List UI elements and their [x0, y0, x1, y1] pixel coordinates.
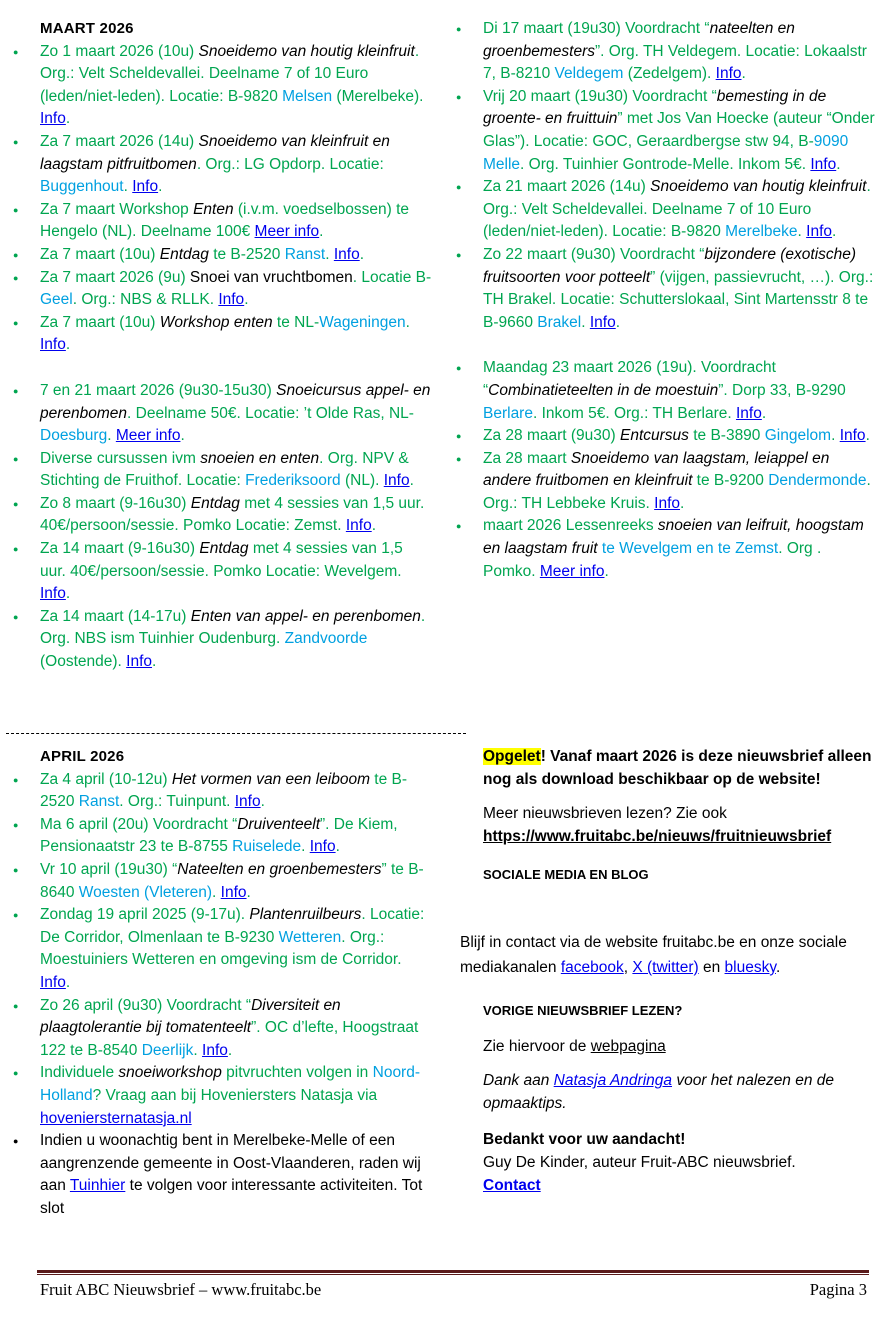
event-text: . [581, 313, 590, 331]
event-text: . [335, 838, 340, 856]
event-item [40, 904, 432, 994]
event-text: ”. OC d’lefte, Hoogstraat 122 te B-8540 [40, 1019, 419, 1059]
event-text: . Org.: Moestuiniers Wetteren en omgeving ism de Corridor. [40, 928, 402, 969]
event-info-link[interactable]: Info [715, 65, 742, 83]
event-place: Woesten (Vleteren) [78, 883, 213, 901]
signoff-title: Bedankt voor uw aandacht! [483, 1131, 686, 1149]
event-text: . [65, 110, 71, 128]
event-text: . [865, 427, 870, 445]
event-text: (i.v.m. voedselbossen) te Hengelo (NL). Deelname 100€ [40, 200, 410, 241]
event-item [40, 380, 432, 448]
previous-heading: VORIGE NIEUWSBRIEF LEZEN? [483, 1003, 683, 1018]
event-info-link[interactable]: Meer info [539, 562, 605, 580]
event-item [40, 199, 432, 244]
event-text: 7 en 21 maart 2026 (9u30-15u30) [40, 381, 277, 399]
event-text: Za 14 maart (14-17u) [40, 607, 191, 625]
event-text: te B-2520 [208, 245, 285, 263]
event-text: ? Vraag aan bij Hoveniersters Natasja via [92, 1086, 378, 1104]
right-column [483, 18, 875, 583]
info-column [483, 746, 875, 887]
event-text: Individuele [40, 1064, 119, 1082]
event-text: Diverse cursussen ivm [40, 449, 201, 467]
event-text: Za 4 april (10-12u) [40, 770, 172, 788]
event-text: . [65, 336, 71, 354]
maart-event-list-continued [483, 18, 875, 583]
event-text: te B-3890 [688, 427, 765, 445]
event-text: . [260, 793, 265, 811]
event-place: Buggenhout [40, 178, 124, 196]
event-place: Ranst [284, 245, 326, 263]
newsletter-url-link[interactable]: https://www.fruitabc.be/nieuws/fruitnieuwsbrief [483, 827, 832, 845]
event-info-link[interactable]: Info [806, 223, 832, 241]
event-text: (Merelbeke). [332, 87, 424, 105]
event-text: . [405, 313, 410, 331]
event-text: . Org.: LG Opdorp. Locatie: [196, 155, 384, 173]
event-place: Veldegem [554, 65, 624, 83]
x-twitter-link[interactable]: X (twitter) [632, 959, 699, 976]
event-text: Zo 22 maart (9u30) Voordracht “ [483, 245, 705, 263]
event-text: . [836, 155, 841, 173]
event-text: Ma 6 april (20u) Voordracht “ [40, 815, 238, 833]
event-info-link[interactable]: Info [810, 155, 837, 173]
event-text: . [604, 562, 609, 580]
event-text: Maandag 23 maart 2026 (19u). Voordracht “ [483, 359, 776, 399]
event-item [40, 244, 432, 267]
event-text: Za 14 maart (9-16u30) [40, 540, 200, 558]
footer-title: Fruit ABC Nieuwsbrief – www.fruitabc.be [40, 1280, 322, 1299]
event-text: Za 7 maart (10u) [40, 245, 160, 263]
event-place: 9090 Melle [483, 132, 849, 173]
section-separator [6, 733, 466, 734]
event-place: Merelbeke [725, 223, 798, 241]
event-place: Dendermonde [768, 472, 867, 490]
event-text: Za 7 maart 2026 (14u) [40, 132, 199, 150]
event-title: Het vormen van een leiboom [171, 770, 370, 788]
event-info-link[interactable]: hoveniersternatasja.nl [40, 1109, 192, 1127]
event-info-link[interactable]: Info [309, 838, 336, 856]
page-number: Pagina 3 [809, 1280, 867, 1299]
event-text: . Org.: Velt Scheldevallei. Deelname 7 of 10 Euro (leden/niet-leden). Locatie: B-9820 [483, 178, 871, 241]
event-title: Plantenruilbeurs [249, 906, 362, 924]
list-item: ● Indien u woonachtig bent in Merelbeke-Melle of een aangrenzende gemeente in Oost-Vlaanderen, raden wij aan Tuinhier te volgen voor interessante activiteiten. Tot slot [40, 1130, 432, 1220]
event-item [483, 18, 875, 86]
event-info-link[interactable]: Info [202, 1041, 228, 1059]
notice-highlight: Opgelet [483, 748, 541, 765]
event-title: Entdag [159, 245, 209, 263]
event-item [483, 515, 875, 583]
event-text: Zo 26 april (9u30) Voordracht “ [40, 996, 252, 1014]
event-text: Vrij 20 maart (19u30) Voordracht “ [483, 87, 717, 105]
event-text: Zo 8 maart (9-16u30) [40, 494, 191, 512]
event-item [483, 244, 875, 334]
event-text: . Org.: Tuinpunt. [119, 793, 235, 811]
event-info-link[interactable]: Info [218, 291, 245, 309]
event-text: . [741, 65, 746, 83]
event-title: bemesting in de groente- en fruittuin [483, 87, 827, 128]
event-info-link[interactable]: Info [735, 404, 762, 422]
event-item [40, 267, 432, 312]
previous-text: Zie hiervoor de webpagina [483, 1037, 666, 1055]
event-text: met 4 sessies van 1,5 uur. 40€/persoon/sessie. Pomko Locatie: Wevelgem. [40, 540, 403, 580]
social-heading: SOCIALE MEDIA EN BLOG [483, 867, 649, 883]
event-place: Wageningen [319, 313, 406, 331]
notice: Opgelet! Vanaf maart 2026 is deze nieuwsbrief alleen nog als download beschikbaar op de website! [483, 748, 872, 788]
event-item [483, 176, 875, 244]
event-title: Combinatieteelten in de moestuin [488, 381, 719, 399]
event-info-link[interactable]: Info [333, 245, 360, 263]
event-text: . [319, 223, 324, 241]
event-text: . [65, 585, 71, 603]
event-item [40, 538, 432, 606]
event-text: . Locatie B- [352, 268, 432, 286]
footer-rule-thin [37, 1274, 869, 1275]
event-text: ” met Jos Van Hoecke (auteur “Onder Glas”). Locatie: GOC, Geraardbergse stw 94, B- [483, 110, 875, 150]
event-text: . [244, 291, 249, 309]
event-text: met 4 sessies van 1,5 uur. 40€/persoon/sessie. Pomko Locatie: Zemst. [40, 494, 425, 535]
event-text: . [831, 427, 840, 445]
event-text: Di 17 maart (19u30) Voordracht “ [483, 20, 710, 37]
event-item [483, 86, 875, 176]
event-title: nateelten en groenbemesters [483, 20, 795, 60]
april-column [40, 746, 432, 1220]
event-text: . Inkom 5€. Org.: TH Berlare. [532, 404, 736, 422]
event-place: Wetteren [278, 928, 342, 946]
event-place: Noord-Holland [40, 1064, 421, 1104]
event-info-link[interactable]: Info [40, 585, 66, 603]
event-item [40, 493, 432, 538]
event-text: . [325, 245, 334, 263]
event-title: Nateelten en groenbemesters [177, 860, 382, 878]
event-info-link[interactable]: Info [345, 517, 372, 535]
event-place: Ruiselede [232, 838, 302, 856]
event-text: . Org. NPV & Stichting de Fruithof. Locatie: [40, 449, 409, 490]
event-info-link[interactable]: Info [383, 472, 410, 490]
event-text: (NL). [340, 472, 384, 490]
event-text: Zondag 19 april 2025 (9-17u). [40, 906, 250, 924]
event-info-link[interactable]: Info [234, 793, 261, 811]
event-place: Geel [40, 291, 73, 309]
contact-link[interactable]: Contact [483, 1176, 541, 1194]
event-title: snoeien van leifruit, hoogstam en laagstam fruit [483, 517, 864, 558]
event-text: . [359, 245, 365, 263]
event-place: te Wevelgem en te Zemst [601, 540, 779, 558]
event-item [40, 859, 432, 904]
event-place: Brakel [537, 313, 582, 331]
event-title: bijzondere (exotische) fruitsoorten voor potteelt [483, 245, 857, 286]
event-item [40, 448, 432, 493]
facebook-link[interactable]: facebook [560, 959, 624, 976]
event-text: ”. Dorp 33, B-9290 [718, 381, 846, 399]
event-item [40, 131, 432, 199]
event-text: . Org.: TH Lebbeke Kruis. [483, 472, 871, 512]
event-text: Vr 10 april (19u30) “ [40, 860, 178, 878]
event-place: Frederiksoord [245, 472, 341, 490]
thanks-text: Dank aan Natasja Andringa voor het nalezen en de opmaaktips. [483, 1072, 835, 1112]
event-text: . [180, 427, 185, 445]
tuinhier-link[interactable]: Tuinhier [69, 1177, 126, 1195]
more-newsletters: Meer nieuwsbrieven lezen? Zie ook https://www.fruitabc.be/nieuws/fruitnieuwsbrief [483, 805, 832, 845]
event-item [40, 814, 432, 859]
event-info-link[interactable]: Info [126, 653, 153, 671]
event-text: . Org. Tuinhier Gontrode-Melle. Inkom 5€. [520, 155, 811, 173]
event-title: Entcursus [619, 427, 689, 445]
event-title: Diversiteit en plaagtolerantie bij tomatenteelt [40, 996, 341, 1037]
event-item [483, 357, 875, 425]
event-text: . [761, 404, 767, 422]
event-text: ” te B-8640 [40, 860, 424, 901]
event-text: . [123, 178, 133, 196]
event-place: Doesburg [40, 427, 108, 445]
event-text: . Org . Pomko. [483, 540, 822, 580]
event-title: Entdag [190, 494, 240, 512]
event-info-link[interactable]: Info [839, 427, 866, 445]
maart-heading: MAART 2026 [40, 20, 134, 37]
event-place: Gingelom [764, 427, 832, 445]
event-info-link[interactable]: Info [132, 178, 159, 196]
april-event-list [40, 769, 432, 1131]
left-column [40, 18, 432, 674]
event-text: . [246, 883, 251, 901]
april-heading: APRIL 2026 [40, 748, 125, 765]
footer-rule [37, 1270, 869, 1273]
event-text: . Org.: Velt Scheldevallei. Deelname 7 of 10 Euro (leden/niet-leden). Locatie: B-9820 [40, 42, 420, 105]
event-title: Enten [193, 200, 234, 218]
event-text: . [832, 223, 837, 241]
event-title: Snoeidemo van laagstam, leiappel en andere fruitbomen en kleinfruit [483, 449, 830, 490]
event-text: ” (vijgen, passievrucht, …). Org.: TH Brakel. Locatie: Schutterslokaal, Sint Martensstr 8 te B-9660 [483, 268, 874, 331]
event-text: (Oostende). [40, 653, 127, 671]
event-info-link[interactable]: Info [220, 883, 247, 901]
event-text: te B-9200 [692, 472, 769, 490]
event-text: . [158, 178, 163, 196]
event-title: Enten van appel- en perenbomen [190, 607, 421, 625]
event-title: Snoeicursus appel- en perenbomen [40, 381, 431, 422]
event-text: . [227, 1041, 233, 1059]
event-text: maart 2026 Lessenreeks [483, 517, 658, 535]
event-text: . Org. NBS ism Tuinhier Oudenburg. [40, 607, 426, 648]
event-text: . [615, 313, 621, 331]
event-title: Druiventeelt [237, 815, 321, 833]
event-text: . [152, 653, 157, 671]
event-info-link[interactable]: Meer info [115, 427, 181, 445]
event-title: Entdag [199, 540, 249, 558]
event-text: . [193, 1041, 203, 1059]
event-text: pitvruchten volgen in [221, 1064, 373, 1082]
event-item [483, 448, 875, 516]
event-title: snoeien en enten [200, 449, 320, 467]
event-item [40, 1062, 432, 1130]
event-text: . Locatie: De Corridor, Olmenlaan te B-9230 [40, 906, 425, 946]
event-text: . [409, 472, 414, 490]
event-place: Deerlijk [141, 1041, 194, 1059]
event-title: Snoeidemo van kleinfruit en laagstam pitfruitbomen [40, 132, 390, 173]
webpagina-link[interactable]: webpagina [590, 1037, 666, 1055]
event-item [40, 41, 432, 131]
event-text: Snoei van vruchtbomen [189, 268, 353, 286]
event-info-link[interactable]: Info [40, 336, 66, 354]
event-place: Melsen [282, 87, 333, 105]
event-item [483, 425, 875, 448]
event-text: te NL- [272, 313, 320, 331]
event-item [40, 769, 432, 814]
signoff-author: Guy De Kinder, auteur Fruit-ABC nieuwsbrief. [483, 1153, 796, 1171]
event-text: Za 28 maart [483, 449, 571, 467]
event-place: Berlare [483, 404, 533, 422]
natasja-link[interactable]: Natasja Andringa [553, 1072, 673, 1090]
event-text: Za 28 maart (9u30) [483, 427, 620, 445]
event-text: . Org.: NBS & RLLK. [72, 291, 219, 309]
event-title: Snoeidemo van houtig kleinfruit [198, 42, 415, 60]
event-text: te B-2520 [40, 770, 408, 811]
event-info-link[interactable]: Info [40, 110, 66, 128]
event-text: . [65, 973, 71, 991]
event-info-link[interactable]: Meer info [254, 223, 320, 241]
event-text: . [371, 517, 377, 535]
event-text: Zo 1 maart 2026 (10u) [40, 42, 199, 60]
event-text: . [212, 883, 221, 901]
event-text: ”. De Kiem, Pensionaatstr 23 te B-8755 [40, 815, 398, 856]
event-info-link[interactable]: Info [589, 313, 616, 331]
event-text: . [301, 838, 310, 856]
footer [40, 1279, 867, 1302]
event-text: ”. Org. TH Veldegem. Locatie: Lokaalstr 7, B-8210 [483, 42, 867, 83]
event-info-link[interactable]: Info [654, 494, 681, 512]
event-text: Za 7 maart Workshop [40, 200, 194, 218]
social-text: Blijf in contact via de website fruitabc.be en onze sociale mediakanalen facebook, X (twitter) en bluesky. [460, 934, 847, 976]
event-text: . [797, 223, 807, 241]
bluesky-link[interactable]: bluesky [724, 959, 776, 976]
closing-column [483, 1000, 875, 1197]
event-item [40, 312, 432, 357]
event-title: snoeiworkshop [118, 1064, 222, 1082]
event-text: Za 21 maart 2026 (14u) [483, 178, 651, 196]
event-place: Ranst [78, 793, 120, 811]
event-title: Snoeidemo van houtig kleinfruit [650, 178, 867, 196]
event-info-link[interactable]: Info [40, 973, 66, 991]
event-text: . Deelname 50€. Locatie: ’t Olde Ras, NL- [127, 404, 414, 422]
event-text: Za 7 maart 2026 (9u) [40, 268, 190, 286]
event-item [40, 995, 432, 1063]
event-item [40, 606, 432, 674]
maart-event-list [40, 41, 432, 674]
event-text: (Zedelgem). [623, 65, 716, 83]
event-place: Zandvoorde [284, 630, 368, 648]
event-text: . [107, 427, 116, 445]
event-text: . [680, 494, 685, 512]
event-text: Za 7 maart (10u) [40, 313, 160, 331]
event-title: Workshop enten [159, 313, 273, 331]
